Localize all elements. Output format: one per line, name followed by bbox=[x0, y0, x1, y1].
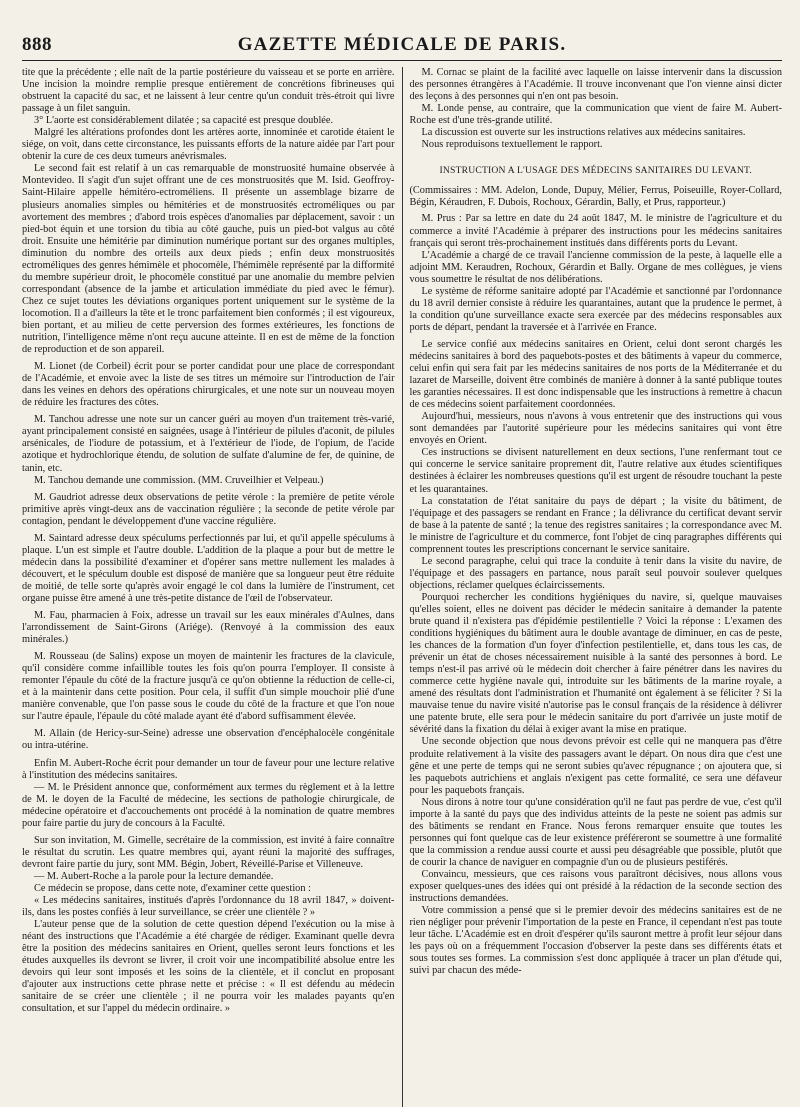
paragraph: M. Rousseau (de Salins) expose un moyen de maintenir les fractures de la clavicule, qu'il considère comme infaillible toutes les fois qu'on pourra l'employer. Il consiste à remonter l'épaule du côté de la fracture jusqu'à ce qu'on obtienne la réduction de celle-ci, et à la maintenir dans cette position. Pour cela, il suffit d'un simple mouchoir plié d'une manière convenable, que l'on passe sous le coude du côté de la fracture et que l'on noue sur l'autre épaule, l'épaule du côté malade ayant été d'abord suffisamment élevée. bbox=[22, 651, 395, 723]
journal-title: GAZETTE MÉDICALE DE PARIS. bbox=[237, 34, 567, 55]
paragraph: M. Allain (de Hericy-sur-Seine) adresse une observation d'encéphalocèle congénitale ou intra-utérine. bbox=[22, 728, 395, 752]
paragraph: Pourquoi rechercher les conditions hygiéniques du navire, si, quelque mauvaises qu'elles soient, elles ne doivent pas décider le médecin sanitaire à demander la patente brute quand il n'existera pas d'épidémie pestilentielle ? Voici la réponse : L'examen des conditions hygiéniques du bâtiment aura le double avantage de diminuer, en cas de peste, les chances de la formation d'un foyer d'infection pestilentielle, et, dans tous les cas, de prévenir un état de choses nécessairement nuisible à la santé des personnes à bord. Le temps n'est-il pas arrivé où le médecin doit chercher à faire pénétrer dans les navires du commerce cette hygiène navale qui, introduite sur les bâtiments de la marine royale, a amené des résultats dont l'administration et l'humanité ont également à se féliciter ? Si la mauvaise tenue du navire visité n'autorise pas le consul français de la résidence à délivrer une patente brute, elle sera pour le médecin sanitaire du port d'arrivée un juste motif de sévérité dans la fixation du délai à exiger avant la mise en pratique. bbox=[409, 591, 782, 736]
paragraph: Aujourd'hui, messieurs, nous n'avons à vous entretenir que des instructions qui vous sont demandées par l'autorité supérieure pour les médecins sanitaires qui vont être envoyés en Orient. bbox=[409, 411, 782, 447]
paragraph: Le second paragraphe, celui qui trace la conduite à tenir dans la visite du navire, de l'équipage et des passagers en partance, nous paraît seul pouvoir soulever quelques objections, réclamer quelques éclaircissements. bbox=[409, 555, 782, 591]
paragraph: — M. Aubert-Roche a la parole pour la lecture demandée. bbox=[34, 870, 274, 882]
paragraph: Ce médecin se propose, dans cette note, d'examiner cette question : bbox=[34, 883, 311, 894]
right-column bbox=[403, 67, 783, 1107]
paragraph: « Les médecins sanitaires, institués d'après l'ordonnance du 18 avril 1847, » doivent-ils, dans les postes confiés à leur surveillance, se créer une clientèle ? » bbox=[22, 895, 395, 919]
left-column bbox=[22, 67, 402, 1107]
paragraph: 3° L'aorte est considérablement dilatée ; sa capacité est presque doublée. bbox=[34, 115, 334, 127]
paragraph: M. Tanchou adresse une note sur un cancer guéri au moyen d'un traitement très-varié, ayant principalement consisté en saignées, usage à l'intérieur de pilules d'aconit, de pilules arsénicales, de l'iodure de potassium, et à l'extérieur de l'iode, de l'opium, de l'acide azotique et hydrochlorique étendu, de solution de sulfate d'alumine de fer, de quinine, de tanin, etc. bbox=[22, 414, 395, 474]
section-title: INSTRUCTION A L'USAGE DES MÉDECINS SANITAIRES DU LEVANT. bbox=[439, 165, 752, 177]
paragraph: Une seconde objection que nous devons prévoir est celle qui ne manquera pas d'être produite relativement à la visite des passagers avant le départ. On nous dira que c'est une gêne et une perte de temps qui ne seront subies qu'avec répugnance ; on ajoutera que, si les paquebots autrichiens et anglais n'exigent pas cette formalité, ce sera une défaveur pour les paquebots français. bbox=[409, 736, 782, 796]
paragraph: Convaincu, messieurs, que ces raisons vous paraîtront décisives, nous allons vous exposer quelques-unes des idées qui ont présidé à la rédaction de la seconde section des instructions demandées. bbox=[409, 869, 782, 905]
paragraph: Enfin M. Aubert-Roche écrit pour demander un tour de faveur pour une lecture relative à l'institution des médecins sanitaires. bbox=[22, 757, 395, 781]
paragraph: M. Londe pense, au contraire, que la communication que vient de faire M. Aubert-Roche est d'une très-grande utilité. bbox=[409, 103, 782, 127]
paragraph: Le système de réforme sanitaire adopté par l'Académie et sanctionné par l'ordonnance du 18 avril dernier consiste à réduire les quarantaines, autant que la prudence le permet, à la condition qu'une surveillance exacte sera exercée par des médecins responsables aux ports de départ, pendant la traversée et à l'arrivée en France. bbox=[409, 285, 782, 333]
paragraph: M. Tanchou demande une commission. (MM. Cruveilhier et Velpeau.) bbox=[34, 474, 324, 486]
paragraph: M. Fau, pharmacien à Foix, adresse un travail sur les eaux minérales d'Aulnes, dans l'arrondissement de Saint-Girons (Ariége). (Renvoyé à la commission des eaux minérales.) bbox=[22, 610, 395, 646]
paragraph: L'auteur pense que de la solution de cette question dépend l'exécution ou la mise à néant des instructions que l'Académie a été chargée de rédiger. Examinant quelle devra être la position des médecins sanitaires en Orient, quelles seront leurs fonctions et les études auxquelles ils devront se livrer, il croit voir une incompatibilité absolue entre les devoirs qui leur sont imposés et les soins de la clientèle, et il conclut en proposant d'ajouter aux instructions cette phrase nette et précise : « Il est défendu au médecin sanitaire de se créer une clientèle ; il ne pourra voir les malades payants qu'en consultation, et sur l'appel du médecin ordinaire. » bbox=[22, 919, 395, 1015]
page-number: 888 bbox=[22, 34, 52, 55]
paragraph: M. Gaudriot adresse deux observations de petite vérole : la première de petite vérole primitive après vingt-deux ans de vaccination régulière ; la seconde de petite vérole par contagion, pendant le développement d'une vaccine régulière. bbox=[22, 491, 395, 527]
paragraph: Nous dirons à notre tour qu'une considération qu'il ne faut pas perdre de vue, c'est qu'il importe à la santé du pays que des individus atteints de la peste ne soient pas admis sur des bâtiments se rendant en France. Nous ferons remarquer ensuite que toutes les personnes qui font quelque cas de leur existence préféreront se soumettre à une formalité que la commission a rendue aussi courte et aussi peu désagréable que possible, plutôt que de courir la chance de naviguer en compagnie d'un ou de plusieurs pestiférés. bbox=[409, 796, 782, 868]
paragraph: L'Académie a chargé de ce travail l'ancienne commission de la peste, à laquelle elle a adjoint MM. Keraudren, Rochoux, Gérardin et Bally. Organe de mes collègues, je viens vous soumettre le résultat de nos délibérations. bbox=[409, 249, 782, 285]
two-column-body bbox=[22, 67, 782, 1107]
paragraph: — M. le Président annonce que, conformément aux termes du règlement et à la lettre de M. le doyen de la Faculté de médecine, les sections de pathologie chirurgicale, de médecine opératoire et d'accouchements ont procédé à la nomination de quatre membres pour faire partie du jury de concours à la Faculté. bbox=[22, 781, 395, 829]
paragraph: La constatation de l'état sanitaire du pays de départ ; la visite du bâtiment, de l'équipage et des passagers se rendant en France ; la délivrance du certificat devant servir de base à la patente de santé ; la tenue des registres sanitaires ; la correspondance avec M. le ministre de l'agriculture et du commerce, font l'objet de cinq paragraphes différents qui comprennent toutes les prescriptions concernant le service sanitaire. bbox=[409, 495, 782, 555]
paragraph: Le second fait est relatif à un cas remarquable de monstruosité humaine observée à Montevideo. Il s'agit d'un sujet offrant une de ces monstruosités que M. Isid. Geoffroy-Saint-Hilaire appelle hémitéro-ectroméliens. Il présente un assemblage bizarre de plusieurs anomalies simples ou hémitéries et de monstruosités ectroméliques ou par avortement des membres ; d'abord trois espèces d'anomalies par déplacement, savoir : un pied-bot équin et une torsion du tibia au côté gauche, puis un pied-bot valgus au côté droit. Ensuite une hémitérie par diminution numérique portant sur des organes multiples, diminution du nombre des orteils aux deux pieds ; enfin deux monstruosités ectroméliques des genres hémimèle et phocomèle, l'hémimèle représenté par la difformité du membre supérieur droit, le phocomèle constitué par une anomalie du membre pelvien correspondant (absence de la jambe et articulation immédiate du pied avec le fémur). Chez ce sujet toutes les déviations organiques portent uniquement sur le système de la locomotion. Il a d'ailleurs la tête et le tronc parfaitement bien conformés ; il est vigoureux, bien portant, et au milieu de cette perversion des formes extérieures, les fonctions de nutrition, l'intelligence même n'ont reçu aucune atteinte. Il en est de même de la fonction de reproduction et de son appareil. bbox=[22, 163, 395, 356]
paragraph: Sur son invitation, M. Gimelle, secrétaire de la commission, est invité à faire connaître le résultat du scrutin. Les quatre membres qui, ayant réuni la majorité des suffrages, devront faire partie du jury, sont MM. Bégin, Jobert, Réveillé-Parise et Villeneuve. bbox=[22, 834, 395, 870]
page-header bbox=[22, 30, 782, 61]
paragraph: tite que la précédente ; elle naît de la partie postérieure du vaisseau et se porte en arrière. Une incision la moindre remplie presque entièrement de concrétions fibrineuses qui obstruent la capacité du sac, et ne laissent à leur centre qu'un conduit très-étroit qui livre passage à un filet sanguin. bbox=[22, 67, 395, 115]
paragraph: Malgré les altérations profondes dont les artères aorte, innominée et carotide étaient le siége, on voit, dans cette circonstance, les puissants efforts de la nature aidée par l'art pour obtenir la cure de ces deux tumeurs anévrismales. bbox=[22, 127, 395, 163]
paragraph: Ces instructions se divisent naturellement en deux sections, l'une renfermant tout ce qui concerne le service sanitaire proprement dit, l'autre relative aux études scientifiques destinées à éclairer les nombreuses questions qu'il est urgent de résoudre touchant la peste et les quarantaines. bbox=[409, 447, 782, 495]
paragraph: M. Prus : Par sa lettre en date du 24 août 1847, M. le ministre de l'agriculture et du commerce a invité l'Académie à préparer des instructions pour les médecins sanitaires français qui seront très-prochainement institués dans différents ports du Levant. bbox=[409, 213, 782, 249]
paragraph: La discussion est ouverte sur les instructions relatives aux médecins sanitaires. bbox=[421, 127, 746, 139]
paragraph: Le service confié aux médecins sanitaires en Orient, celui dont seront chargés les médecins sanitaires à bord des paquebots-postes et des bâtiments à vapeur du commerce, celui enfin qui sera fait par les médecins sanitaires de nos ports de la Méditerranée et du lazaret de Marseille, doivent être combinés de manière à donner à la santé publique toutes les garanties nécessaires. Il est donc indispensable que les instructions à remettre à chacun de ces médecins soient parfaitement coordonnées. bbox=[409, 338, 782, 411]
paragraph: Nous reproduisons textuellement le rapport. bbox=[421, 139, 603, 151]
paragraph: Votre commission a pensé que si le premier devoir des médecins sanitaires est de ne rien négliger pour prévenir l'importation de la peste en France, il cependant n'est pas toute leur tâche. L'Académie est en droit d'espérer qu'ils sauront mettre à profit leur séjour dans les pays où on a fréquemment l'occasion d'observer la peste dans ses différents états et sous toutes ses formes. La commission s'est donc appliquée à tracer un plan d'étude qui, suivi par chacun des méde- bbox=[409, 905, 782, 977]
paragraph: M. Lionet (de Corbeil) écrit pour se porter candidat pour une place de correspondant de l'Académie, et envoie avec la liste de ses titres un mémoire sur l'introduction de l'air dans les veines en dehors des opérations chirurgicales, et une note sur un nouveau moyen de réduire les fractures des côtes. bbox=[22, 361, 395, 409]
paragraph: M. Cornac se plaint de la facilité avec laquelle on laisse intervenir dans la discussion des personnes étrangères à l'Académie. Il trouve inconvenant que l'on vienne ainsi dicter des leçons à des personnes qui n'en ont pas besoin. bbox=[409, 67, 782, 103]
paragraph: M. Saintard adresse deux spéculums perfectionnés par lui, et qu'il appelle spéculums à plaque. L'un est simple et l'autre double. L'addition de la plaque a pour but de mettre le médecin dans la possibilité d'examiner et d'opérer sans mettre nullement les malades à découvert, et le spéculum double est disposé de manière que sa longueur peut être réduite de moitié, de telle sorte qu'après avoir engagé le col dans la lumière de l'instrument, cet organe puisse être amené à une très-petite distance de l'œil de l'observateur. bbox=[22, 532, 395, 604]
commissioners-list: (Commissaires : MM. Adelon, Londe, Dupuy, Mélier, Ferrus, Poiseuille, Royer-Collard, Bégin, Kéraudren, F. Dubois, Rochoux, Gérardin, Bally, et Prus, rapporteur.) bbox=[409, 185, 782, 209]
